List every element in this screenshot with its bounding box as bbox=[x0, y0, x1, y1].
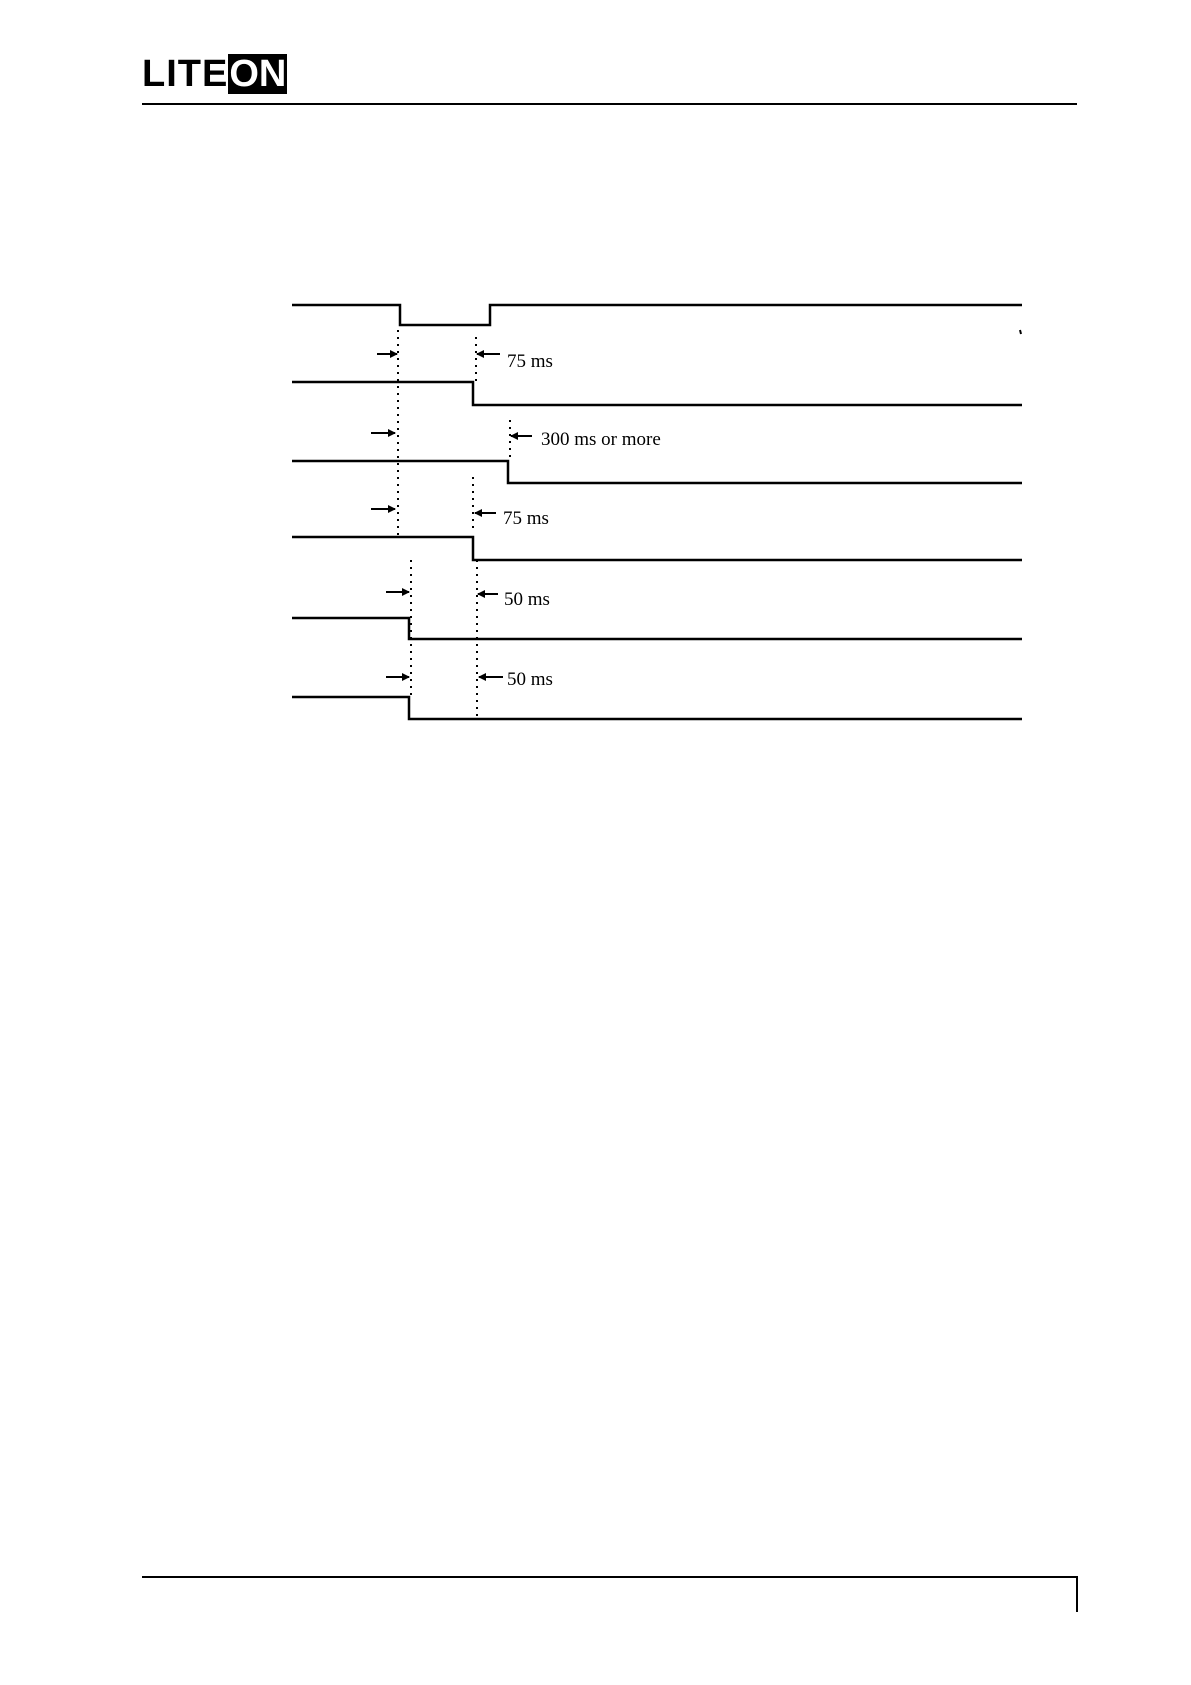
timing-label-1: 75 ms bbox=[507, 351, 553, 372]
timing-label-5: 50 ms bbox=[507, 669, 553, 690]
signal-3-waveform bbox=[292, 461, 1022, 483]
footer-rule bbox=[142, 1576, 1077, 1578]
timing-label-4: 50 ms bbox=[504, 589, 550, 610]
signal-1-waveform bbox=[292, 305, 1022, 325]
timing-label-3: 75 ms bbox=[503, 508, 549, 529]
logo-text-inverse: ON bbox=[229, 53, 287, 95]
signal-6-waveform bbox=[292, 697, 1022, 719]
logo-text-main: LITE bbox=[142, 53, 229, 95]
signal-5-waveform bbox=[292, 618, 1022, 639]
edge-mark bbox=[1020, 330, 1021, 334]
footer-tick bbox=[1076, 1576, 1078, 1612]
timing-label-2: 300 ms or more bbox=[541, 429, 661, 450]
signal-4-waveform bbox=[292, 537, 1022, 560]
signal-2-waveform bbox=[292, 382, 1022, 405]
